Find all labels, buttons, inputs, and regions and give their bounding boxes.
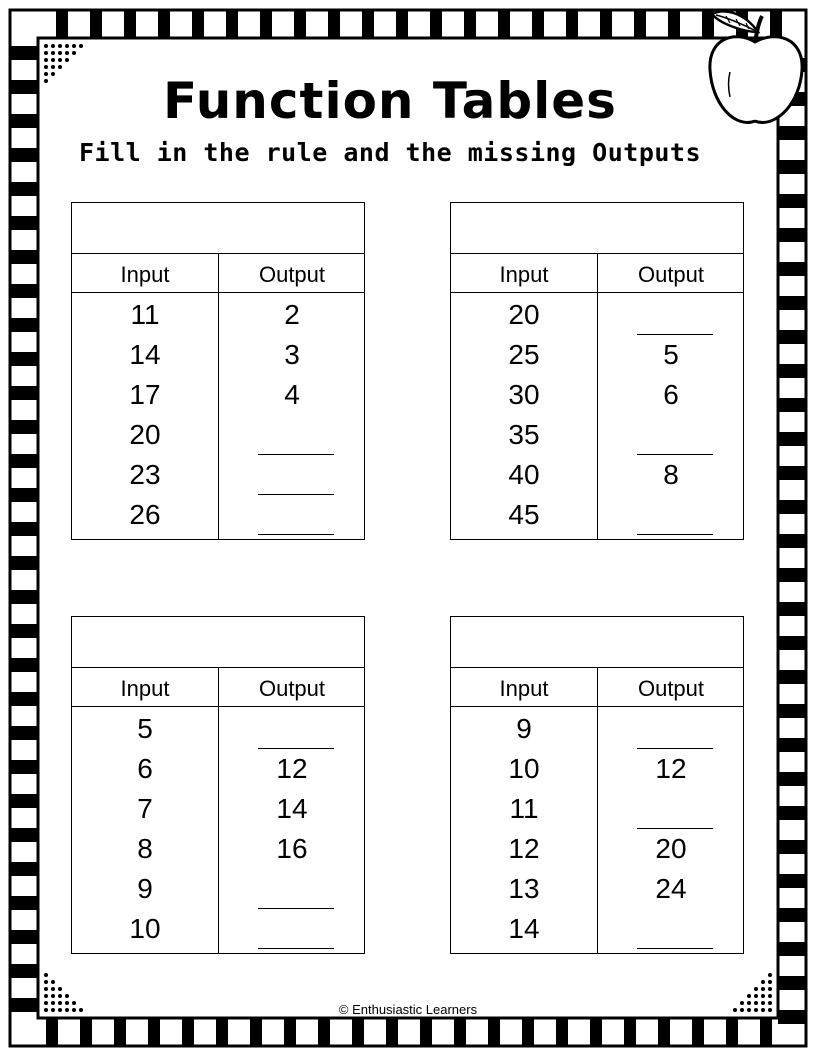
output-header: Output bbox=[258, 262, 326, 287]
output-cell: 14 bbox=[276, 793, 308, 824]
input-header: Input bbox=[499, 676, 549, 701]
output-blank[interactable] bbox=[219, 909, 365, 949]
output-cell: 8 bbox=[663, 459, 679, 490]
table-row bbox=[72, 415, 364, 455]
table-row bbox=[451, 295, 743, 335]
table-row bbox=[451, 415, 743, 455]
output-cell: 4 bbox=[284, 379, 300, 410]
table-row bbox=[451, 709, 743, 749]
function-table-2 bbox=[450, 202, 744, 540]
input-cell: 6 bbox=[137, 753, 153, 784]
output-cell: 12 bbox=[276, 753, 308, 784]
output-cell: 16 bbox=[276, 833, 308, 864]
input-cell: 9 bbox=[137, 873, 153, 904]
input-cell: 23 bbox=[129, 459, 161, 490]
output-blank[interactable] bbox=[219, 869, 365, 909]
copyright-footer: © Enthusiastic Learners bbox=[338, 1002, 478, 1017]
table-row bbox=[72, 909, 364, 949]
output-blank[interactable] bbox=[219, 495, 365, 535]
output-header: Output bbox=[637, 676, 705, 701]
table-row bbox=[451, 495, 743, 535]
input-cell: 11 bbox=[509, 793, 539, 824]
table-row bbox=[72, 789, 364, 829]
table-row bbox=[451, 829, 743, 869]
output-cell: 20 bbox=[655, 833, 687, 864]
input-cell: 11 bbox=[130, 299, 160, 330]
table-row bbox=[72, 495, 364, 535]
input-cell: 14 bbox=[129, 339, 161, 370]
table-row bbox=[451, 909, 743, 949]
output-cell: 6 bbox=[663, 379, 679, 410]
table-row bbox=[451, 335, 743, 375]
table-row bbox=[72, 709, 364, 749]
function-table-1 bbox=[71, 202, 365, 540]
input-cell: 7 bbox=[137, 793, 153, 824]
output-blank[interactable] bbox=[598, 709, 744, 749]
input-header: Input bbox=[120, 262, 170, 287]
input-cell: 40 bbox=[508, 459, 540, 490]
input-cell: 26 bbox=[129, 499, 161, 530]
output-blank[interactable] bbox=[219, 415, 365, 455]
rule-box[interactable] bbox=[72, 203, 364, 254]
table-row bbox=[72, 295, 364, 335]
table-row bbox=[72, 335, 364, 375]
table-row bbox=[72, 829, 364, 869]
table-row bbox=[72, 749, 364, 789]
table-row bbox=[72, 375, 364, 415]
output-cell: 24 bbox=[655, 873, 687, 904]
output-blank[interactable] bbox=[598, 909, 744, 949]
output-cell: 3 bbox=[284, 339, 300, 370]
input-cell: 13 bbox=[508, 873, 540, 904]
answer-line bbox=[258, 948, 334, 949]
output-blank[interactable] bbox=[598, 415, 744, 455]
table-row bbox=[451, 749, 743, 789]
output-cell: 2 bbox=[284, 299, 300, 330]
input-cell: 45 bbox=[508, 499, 540, 530]
table-row bbox=[72, 869, 364, 909]
output-header: Output bbox=[258, 676, 326, 701]
output-header: Output bbox=[637, 262, 705, 287]
input-cell: 20 bbox=[129, 419, 161, 450]
input-cell: 35 bbox=[508, 419, 540, 450]
table-row bbox=[451, 869, 743, 909]
output-blank[interactable] bbox=[598, 495, 744, 535]
answer-line bbox=[258, 534, 334, 535]
input-cell: 5 bbox=[137, 713, 153, 744]
input-cell: 12 bbox=[508, 833, 540, 864]
table-row bbox=[451, 789, 743, 829]
table-row bbox=[72, 455, 364, 495]
output-blank[interactable] bbox=[219, 709, 365, 749]
input-cell: 20 bbox=[508, 299, 540, 330]
output-blank[interactable] bbox=[598, 295, 744, 335]
input-header: Input bbox=[499, 262, 549, 287]
input-cell: 10 bbox=[508, 753, 540, 784]
output-blank[interactable] bbox=[219, 455, 365, 495]
input-cell: 14 bbox=[508, 913, 540, 944]
output-cell: 5 bbox=[663, 339, 679, 370]
table-row bbox=[451, 375, 743, 415]
page-title: Function Tables bbox=[163, 72, 617, 130]
input-cell: 25 bbox=[508, 339, 540, 370]
input-cell: 9 bbox=[516, 713, 532, 744]
function-table-3 bbox=[71, 616, 365, 954]
rule-box[interactable] bbox=[451, 203, 743, 254]
output-cell: 12 bbox=[655, 753, 687, 784]
rule-box[interactable] bbox=[72, 617, 364, 668]
rule-box[interactable] bbox=[451, 617, 743, 668]
input-cell: 17 bbox=[129, 379, 161, 410]
function-table-4 bbox=[450, 616, 744, 954]
input-cell: 30 bbox=[508, 379, 540, 410]
input-header: Input bbox=[120, 676, 170, 701]
answer-line bbox=[637, 534, 713, 535]
output-blank[interactable] bbox=[598, 789, 744, 829]
input-cell: 10 bbox=[129, 913, 161, 944]
table-row bbox=[451, 455, 743, 495]
input-cell: 8 bbox=[137, 833, 153, 864]
answer-line bbox=[637, 948, 713, 949]
page-subtitle: Fill in the rule and the missing Outputs bbox=[78, 138, 702, 167]
